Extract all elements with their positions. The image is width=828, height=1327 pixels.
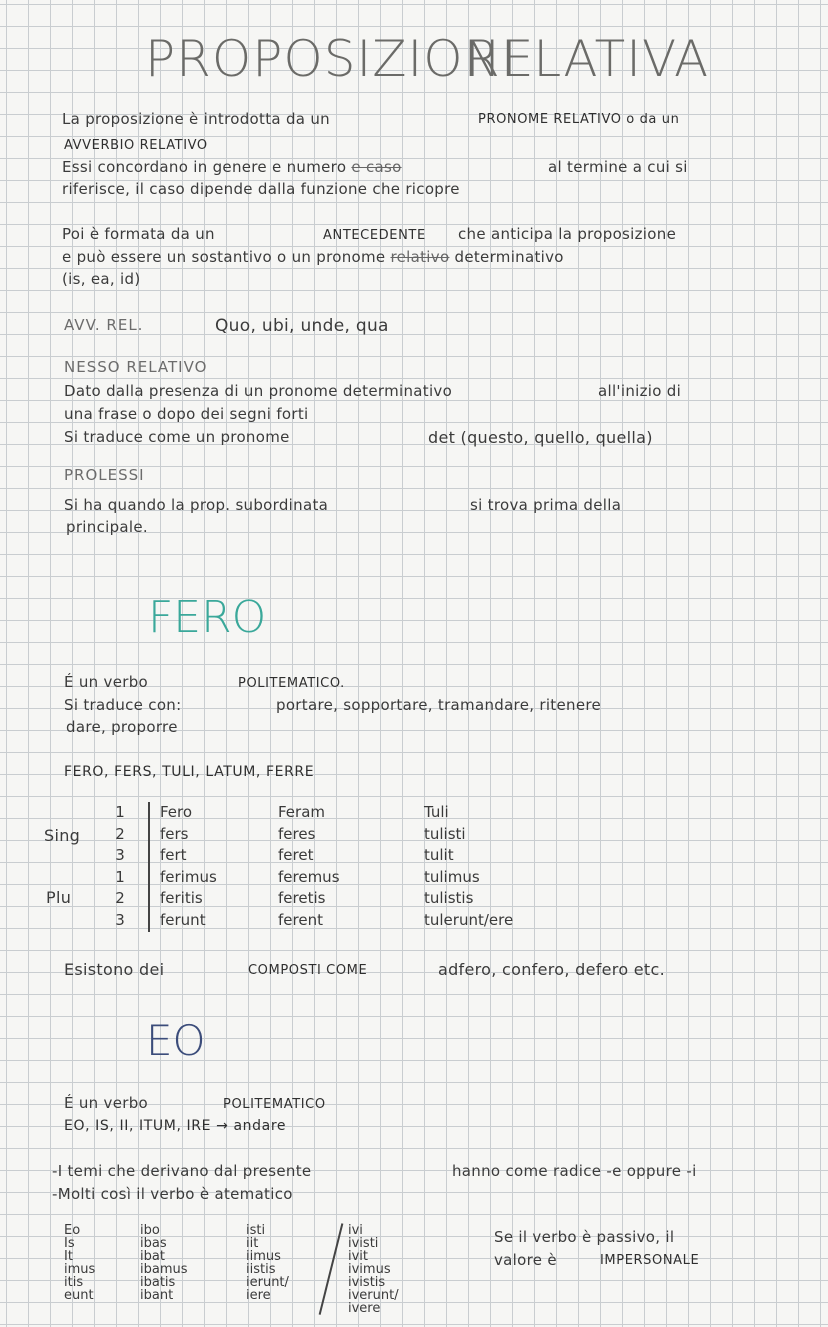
fero-line-3: dare, proporre xyxy=(66,718,178,736)
fero-line-1-caps: POLITEMATICO. xyxy=(238,676,345,691)
composti-caps: COMPOSTI COME xyxy=(248,963,368,978)
fero-present: Fero fers fert ferimus feritis ferunt xyxy=(160,803,217,929)
prolessi-line-1: Si ha quando la prop. subordinata xyxy=(64,496,329,514)
nesso-line-1: Dato dalla presenza di un pronome determinativo xyxy=(64,382,453,400)
page-title-2: RELATIVA xyxy=(465,30,710,88)
fero-meanings: portare, sopportare, tramandare, ritenere xyxy=(276,696,602,714)
struck-word-2: relativo xyxy=(390,248,450,266)
fero-persons: 1 2 3 1 2 3 xyxy=(115,803,125,929)
nesso-line-3-end: det (questo, quello, quella) xyxy=(428,428,653,447)
struck-word: e caso xyxy=(351,158,402,176)
eo-perfect-short: isti iit iimus iistis ierunt/ iere xyxy=(246,1223,289,1303)
prolessi-line-1-end: si trova prima della xyxy=(470,496,622,514)
prolessi-label: PROLESSI xyxy=(64,466,145,484)
fero-title: FERO xyxy=(148,592,267,643)
fero-divider xyxy=(148,802,150,932)
eo-note-1: -I temi che derivano dal presente xyxy=(52,1162,312,1180)
avv-rel-list: Quo, ubi, unde, qua xyxy=(215,316,389,336)
fero-line-1: É un verbo xyxy=(64,673,148,691)
fero-perfect: Tuli tulisti tulit tulimus tulistis tulerunt/ere xyxy=(424,803,514,929)
passive-note-1: Se il verbo è passivo, il xyxy=(494,1228,675,1246)
eo-line-1: É un verbo xyxy=(64,1094,148,1112)
fero-line-2: Si traduce con: xyxy=(64,696,182,714)
label-sing: Sing xyxy=(44,826,81,845)
nesso-line-1-end: all'inizio di xyxy=(598,382,682,400)
eo-note-2: -Molti così il verbo è atematico xyxy=(52,1185,293,1203)
eo-note-1-end: hanno come radice -e oppure -i xyxy=(452,1162,697,1180)
eo-line-1-caps: POLITEMATICO xyxy=(223,1097,326,1112)
eo-future: ibo ibas ibat ibamus ibatis ibant xyxy=(140,1223,188,1303)
intro-line-3-end: al termine a cui si xyxy=(548,158,688,176)
intro-line-1: La proposizione è introdotta da un xyxy=(62,110,330,128)
passive-note-2: valore è xyxy=(494,1251,557,1269)
page-title: PROPOSIZIONE xyxy=(145,30,535,88)
nesso-line-3: Si traduce come un pronome xyxy=(64,428,290,446)
intro-line-1-caps: PRONOME RELATIVO o da un xyxy=(478,112,680,127)
avv-rel-label: AVV. REL. xyxy=(64,316,144,334)
eo-perfect-long: ivi ivisti ivit ivimus ivistis iverunt/ ivere xyxy=(348,1223,399,1316)
eo-present: Eo Is It imus itis eunt xyxy=(64,1223,96,1303)
intro-line-2: AVVERBIO RELATIVO xyxy=(64,138,208,153)
eo-divider xyxy=(319,1223,343,1315)
antecedente-caps: ANTECEDENTE xyxy=(323,228,426,243)
nesso-line-2: una frase o dopo dei segni forti xyxy=(64,405,309,423)
antecedente-line-1: Poi è formata da un xyxy=(62,225,215,243)
passive-note-caps: IMPERSONALE xyxy=(600,1253,700,1268)
antecedente-line-2: e può essere un sostantivo o un pronome relativo determinativo xyxy=(62,248,564,266)
antecedente-line-3: (is, ea, id) xyxy=(62,270,141,288)
fero-paradigm: FERO, FERS, TULI, LATUM, FERRE xyxy=(64,764,315,780)
composti-examples: adfero, confero, defero etc. xyxy=(438,960,665,979)
fero-future: Feram feres feret feremus feretis ferent xyxy=(278,803,340,929)
label-plu: Plu xyxy=(46,888,72,907)
eo-paradigm: EO, IS, II, ITUM, IRE → andare xyxy=(64,1118,287,1134)
prolessi-line-2: principale. xyxy=(66,518,148,536)
nesso-label: NESSO RELATIVO xyxy=(64,358,208,376)
intro-line-3: Essi concordano in genere e numero e caso xyxy=(62,158,402,176)
antecedente-line-1-end: che anticipa la proposizione xyxy=(458,225,677,243)
eo-title: EO xyxy=(146,1016,206,1065)
intro-line-4: riferisce, il caso dipende dalla funzione che ricopre xyxy=(62,180,460,198)
composti-line: Esistono dei xyxy=(64,960,165,979)
